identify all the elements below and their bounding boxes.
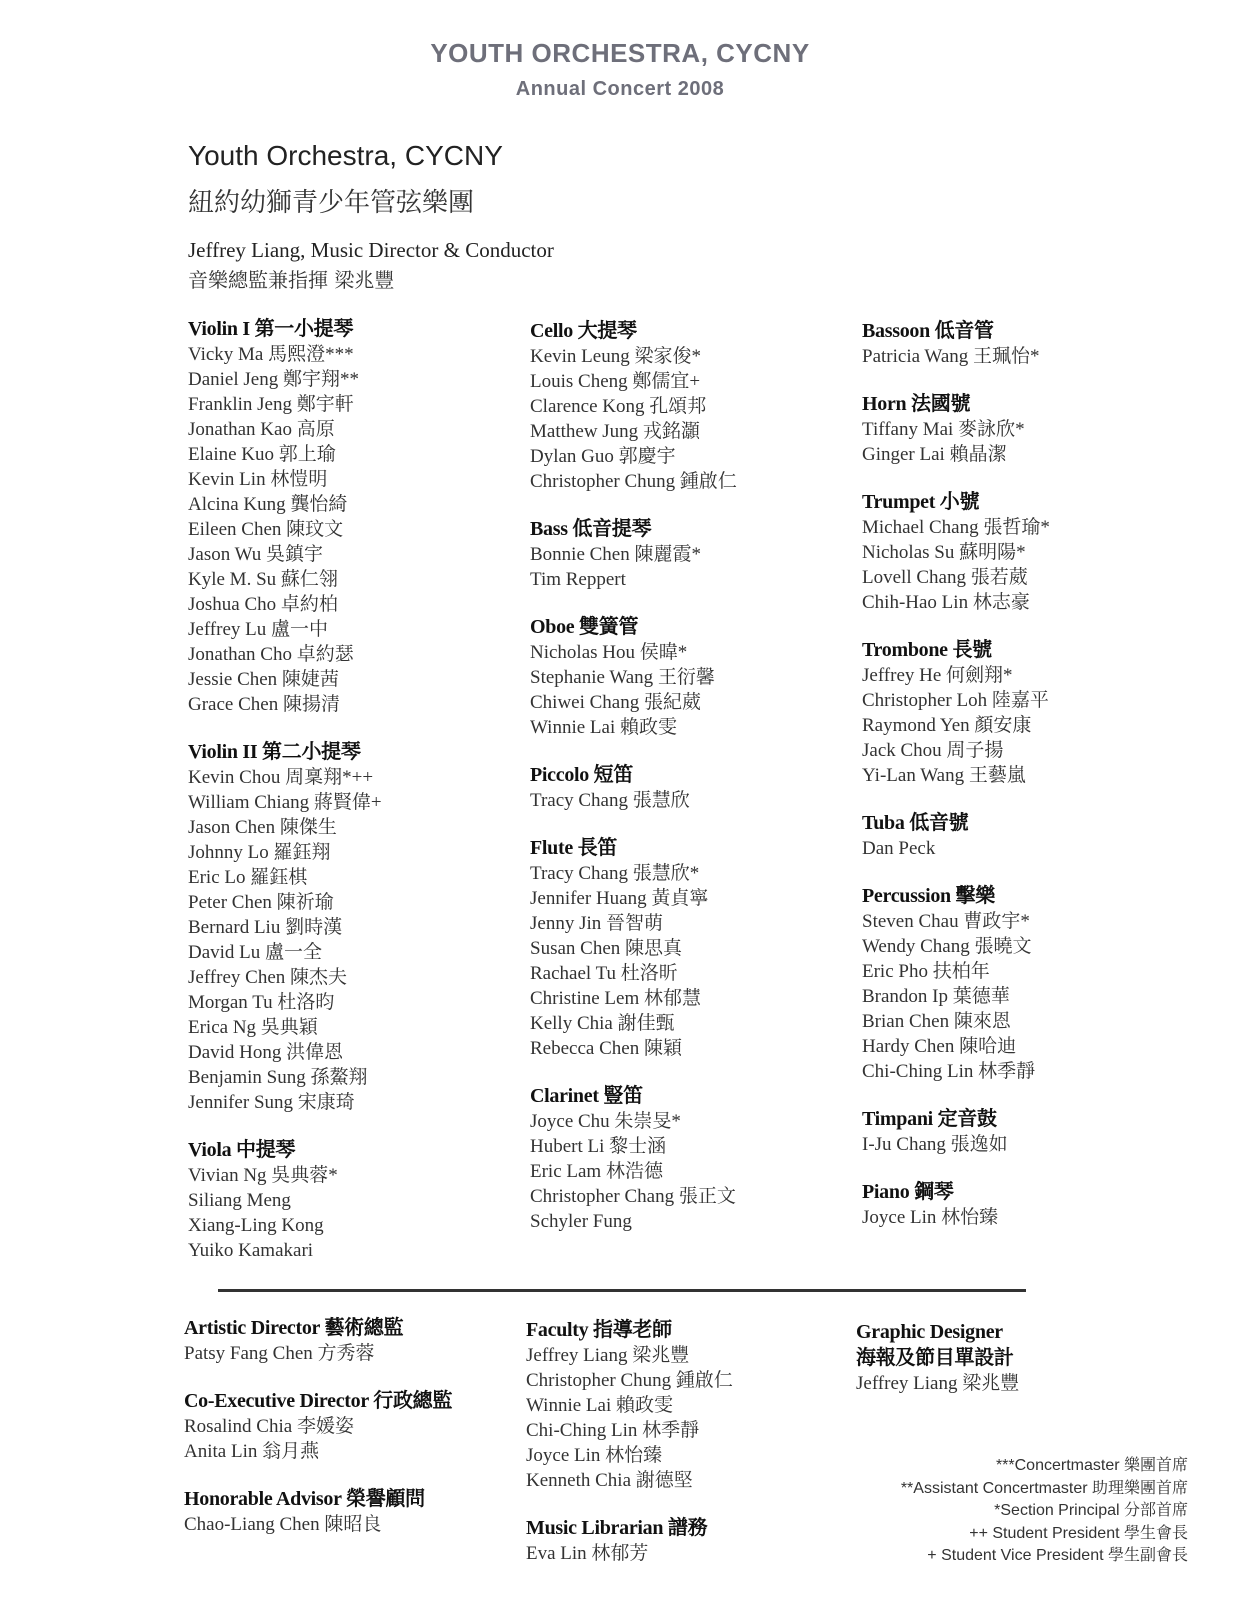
section bbox=[530, 762, 870, 813]
member-name: Stephanie Wang 王衍馨 bbox=[530, 667, 715, 688]
section-heading: Bass 低音提琴 bbox=[530, 518, 652, 540]
member-name: Chao-Liang Chen 陳昭良 bbox=[184, 1514, 382, 1535]
legend-item: + Student Vice President 學生副會長 bbox=[927, 1547, 1188, 1564]
section bbox=[862, 318, 1202, 369]
member-name: Tim Reppert bbox=[530, 569, 626, 590]
member-name: Eric Pho 扶柏年 bbox=[862, 961, 990, 982]
section-heading: Percussion 擊樂 bbox=[862, 885, 995, 907]
member-name: Christopher Chung 鍾啟仁 bbox=[530, 471, 737, 492]
section-heading: Horn 法國號 bbox=[862, 393, 971, 415]
section bbox=[856, 1319, 1196, 1396]
member-name: Rachael Tu 杜洛昕 bbox=[530, 963, 678, 984]
member-name: Jennifer Sung 宋康琦 bbox=[188, 1092, 355, 1113]
member-name: Elaine Kuo 郭上瑜 bbox=[188, 444, 336, 465]
member-name: Kelly Chia 謝佳甄 bbox=[530, 1013, 675, 1034]
director-zh: 音樂總監兼指揮 梁兆豐 bbox=[188, 268, 395, 292]
section bbox=[188, 1137, 528, 1263]
section-heading: Faculty 指導老師 bbox=[526, 1319, 672, 1341]
member-name: Steven Chau 曹政宇* bbox=[862, 911, 1030, 932]
legend-item: *Section Principal 分部首席 bbox=[994, 1502, 1188, 1519]
member-name: Patricia Wang 王珮怡* bbox=[862, 346, 1040, 367]
section-heading: Timpani 定音鼓 bbox=[862, 1108, 997, 1130]
legend-item: **Assistant Concertmaster 助理樂團首席 bbox=[900, 1479, 1188, 1497]
member-name: Morgan Tu 杜洛昀 bbox=[188, 992, 335, 1013]
member-name: Brandon Ip 葉德華 bbox=[862, 986, 1010, 1007]
member-name: Louis Cheng 鄭儒宜+ bbox=[530, 371, 701, 392]
section bbox=[526, 1515, 866, 1566]
section bbox=[862, 1106, 1202, 1157]
member-name: Raymond Yen 顏安康 bbox=[862, 715, 1032, 736]
member-name: Tracy Chang 張慧欣* bbox=[530, 863, 700, 884]
section bbox=[184, 1315, 524, 1366]
member-name: Siliang Meng bbox=[188, 1190, 291, 1211]
section-heading: Co-Executive Director 行政總監 bbox=[184, 1390, 453, 1412]
member-name: Wendy Chang 張曉文 bbox=[862, 936, 1032, 957]
roster-column-3 bbox=[862, 318, 1202, 1252]
member-name: Christopher Loh 陸嘉平 bbox=[862, 690, 1049, 711]
member-name: Ginger Lai 賴晶潔 bbox=[862, 444, 1007, 465]
member-name: Franklin Jeng 鄭宇軒 bbox=[188, 394, 354, 415]
member-name: Brian Chen 陳來恩 bbox=[862, 1011, 1011, 1032]
section-heading: Violin II 第二小提琴 bbox=[188, 741, 361, 763]
member-name: Yi-Lan Wang 王藝嵐 bbox=[862, 765, 1026, 786]
section-divider bbox=[218, 1289, 1026, 1292]
member-name: William Chiang 蔣賢偉+ bbox=[188, 792, 382, 813]
section-heading: Trombone 長號 bbox=[862, 639, 992, 661]
section-heading: Cello 大提琴 bbox=[530, 320, 637, 342]
member-name: Chih-Hao Lin 林志豪 bbox=[862, 592, 1030, 613]
legend-item: ++ Student President 學生會長 bbox=[969, 1524, 1188, 1542]
member-name: Jason Chen 陳傑生 bbox=[188, 817, 337, 838]
section bbox=[862, 810, 1202, 861]
program-title: YOUTH ORCHESTRA, CYCNY bbox=[430, 38, 810, 68]
director-en: Jeffrey Liang, Music Director & Conductor bbox=[188, 238, 554, 262]
member-name: Matthew Jung 戎銘灝 bbox=[530, 421, 700, 442]
section-heading: Flute 長笛 bbox=[530, 837, 618, 859]
member-name: Christopher Chung 鍾啟仁 bbox=[526, 1370, 733, 1391]
member-name: Daniel Jeng 鄭宇翔** bbox=[188, 369, 359, 390]
member-name: Schyler Fung bbox=[530, 1211, 632, 1232]
section-heading: Piano 鋼琴 bbox=[862, 1181, 954, 1203]
member-name: Kyle M. Su 蘇仁翎 bbox=[188, 569, 338, 590]
member-name: Chi-Ching Lin 林季靜 bbox=[862, 1061, 1036, 1082]
member-name: Eva Lin 林郁芳 bbox=[526, 1543, 649, 1564]
member-name: Jeffrey Lu 盧一中 bbox=[188, 619, 329, 640]
section-heading: Tuba 低音號 bbox=[862, 812, 969, 834]
member-name: Alcina Kung 龔怡綺 bbox=[188, 494, 348, 515]
member-name: Joyce Lin 林怡臻 bbox=[862, 1207, 999, 1228]
section bbox=[526, 1317, 866, 1493]
legend-item: ***Concertmaster 樂團首席 bbox=[995, 1457, 1188, 1474]
member-name: Bernard Liu 劉時漢 bbox=[188, 917, 343, 938]
member-name: Lovell Chang 張若葳 bbox=[862, 567, 1028, 588]
member-name: Yuiko Kamakari bbox=[188, 1240, 314, 1261]
member-name: Christopher Chang 張正文 bbox=[530, 1186, 736, 1207]
member-name: Peter Chen 陳祈瑜 bbox=[188, 892, 334, 913]
member-name: Christine Lem 林郁慧 bbox=[530, 988, 701, 1009]
member-name: Jeffrey Chen 陳杰夫 bbox=[188, 967, 348, 988]
legend bbox=[901, 1455, 1188, 1568]
member-name: Rosalind Chia 李媛姿 bbox=[184, 1416, 354, 1437]
section bbox=[530, 614, 870, 740]
member-name: Jeffrey Liang 梁兆豐 bbox=[526, 1345, 690, 1366]
section-heading: Honorable Advisor 榮譽顧問 bbox=[184, 1488, 425, 1510]
member-name: Vivian Ng 吳典蓉* bbox=[188, 1165, 338, 1186]
member-name: Dan Peck bbox=[862, 838, 936, 859]
member-name: Patsy Fang Chen 方秀蓉 bbox=[184, 1343, 375, 1364]
member-name: Bonnie Chen 陳麗霞* bbox=[530, 544, 701, 565]
section bbox=[184, 1486, 524, 1537]
member-name: Eric Lo 羅鈺棋 bbox=[188, 867, 308, 888]
member-name: Kevin Leung 梁家俊* bbox=[530, 346, 701, 367]
member-name: Nicholas Su 蘇明陽* bbox=[862, 542, 1026, 563]
staff-column-3 bbox=[856, 1319, 1196, 1418]
section-heading: Bassoon 低音管 bbox=[862, 320, 994, 342]
member-name: Kevin Lin 林愷明 bbox=[188, 469, 328, 490]
section bbox=[862, 1179, 1202, 1230]
section bbox=[188, 316, 528, 717]
section bbox=[862, 391, 1202, 467]
member-name: Jennifer Huang 黃貞寧 bbox=[530, 888, 709, 909]
member-name: Jeffrey He 何劍翔* bbox=[862, 665, 1013, 686]
member-name: Jonathan Cho 卓約瑟 bbox=[188, 644, 354, 665]
member-name: Jessie Chen 陳婕茜 bbox=[188, 669, 339, 690]
member-name: Michael Chang 張哲瑜* bbox=[862, 517, 1050, 538]
member-name: Nicholas Hou 侯暐* bbox=[530, 642, 688, 663]
member-name: Jeffrey Liang 梁兆豐 bbox=[856, 1373, 1020, 1394]
member-name: David Hong 洪偉恩 bbox=[188, 1042, 344, 1063]
staff-column-2 bbox=[526, 1317, 866, 1588]
member-name: Jonathan Kao 高原 bbox=[188, 419, 335, 440]
section-heading: Artistic Director 藝術總監 bbox=[184, 1317, 404, 1339]
section bbox=[184, 1388, 524, 1464]
member-name: Kevin Chou 周稟翔*++ bbox=[188, 767, 374, 788]
section-heading-zh: 海報及節目單設計 bbox=[856, 1347, 1014, 1369]
roster-column-2 bbox=[530, 318, 870, 1256]
section bbox=[862, 489, 1202, 615]
section-heading: Clarinet 豎笛 bbox=[530, 1085, 643, 1107]
member-name: Joyce Lin 林怡臻 bbox=[526, 1445, 663, 1466]
member-name: Susan Chen 陳思真 bbox=[530, 938, 683, 959]
member-name: Jack Chou 周子揚 bbox=[862, 740, 1004, 761]
section-heading: Violin I 第一小提琴 bbox=[188, 318, 354, 340]
section-heading: Oboe 雙簧管 bbox=[530, 616, 639, 638]
member-name: Benjamin Sung 孫鰲翔 bbox=[188, 1067, 368, 1088]
roster-column-1 bbox=[188, 316, 528, 1285]
section bbox=[530, 835, 870, 1061]
member-name: Winnie Lai 賴政雯 bbox=[530, 717, 677, 738]
org-name-zh: 紐約幼獅青少年管弦樂團 bbox=[188, 188, 475, 218]
section-heading: Graphic Designer bbox=[856, 1321, 1003, 1343]
member-name: David Lu 盧一全 bbox=[188, 942, 323, 963]
member-name: Tiffany Mai 麥詠欣* bbox=[862, 419, 1025, 440]
member-name: Chiwei Chang 張紀葳 bbox=[530, 692, 701, 713]
member-name: Rebecca Chen 陳穎 bbox=[530, 1038, 682, 1059]
member-name: Joshua Cho 卓約柏 bbox=[188, 594, 338, 615]
section bbox=[530, 516, 870, 592]
section-heading: Piccolo 短笛 bbox=[530, 764, 634, 786]
section bbox=[530, 318, 870, 494]
member-name: Jason Wu 吳鎮宇 bbox=[188, 544, 324, 565]
staff-column-1 bbox=[184, 1315, 524, 1559]
member-name: Tracy Chang 張慧欣 bbox=[530, 790, 690, 811]
member-name: Johnny Lo 羅鈺翔 bbox=[188, 842, 331, 863]
member-name: Clarence Kong 孔頌邦 bbox=[530, 396, 707, 417]
member-name: Hubert Li 黎士涵 bbox=[530, 1136, 667, 1157]
org-name-en: Youth Orchestra, CYCNY bbox=[188, 140, 503, 171]
section bbox=[188, 739, 528, 1115]
section-heading: Viola 中提琴 bbox=[188, 1139, 296, 1161]
member-name: Anita Lin 翁月燕 bbox=[184, 1441, 320, 1462]
program-subtitle: Annual Concert 2008 bbox=[515, 78, 725, 100]
member-name: I-Ju Chang 張逸如 bbox=[862, 1134, 1008, 1155]
member-name: Eric Lam 林浩德 bbox=[530, 1161, 663, 1182]
section-heading: Trumpet 小號 bbox=[862, 491, 980, 513]
member-name: Kenneth Chia 謝德堅 bbox=[526, 1470, 693, 1491]
member-name: Vicky Ma 馬熙澄*** bbox=[188, 344, 354, 365]
member-name: Grace Chen 陳揚清 bbox=[188, 694, 340, 715]
section bbox=[530, 1083, 870, 1234]
section bbox=[862, 883, 1202, 1084]
section-heading: Music Librarian 譜務 bbox=[526, 1517, 708, 1539]
section bbox=[862, 637, 1202, 788]
member-name: Dylan Guo 郭慶宇 bbox=[530, 446, 676, 467]
member-name: Hardy Chen 陳哈迪 bbox=[862, 1036, 1017, 1057]
member-name: Eileen Chen 陳玟文 bbox=[188, 519, 344, 540]
member-name: Winnie Lai 賴政雯 bbox=[526, 1395, 673, 1416]
member-name: Jenny Jin 晉智萌 bbox=[530, 913, 664, 934]
member-name: Erica Ng 吳典穎 bbox=[188, 1017, 318, 1038]
member-name: Joyce Chu 朱崇旻* bbox=[530, 1111, 681, 1132]
member-name: Chi-Ching Lin 林季靜 bbox=[526, 1420, 700, 1441]
member-name: Xiang-Ling Kong bbox=[188, 1215, 324, 1236]
